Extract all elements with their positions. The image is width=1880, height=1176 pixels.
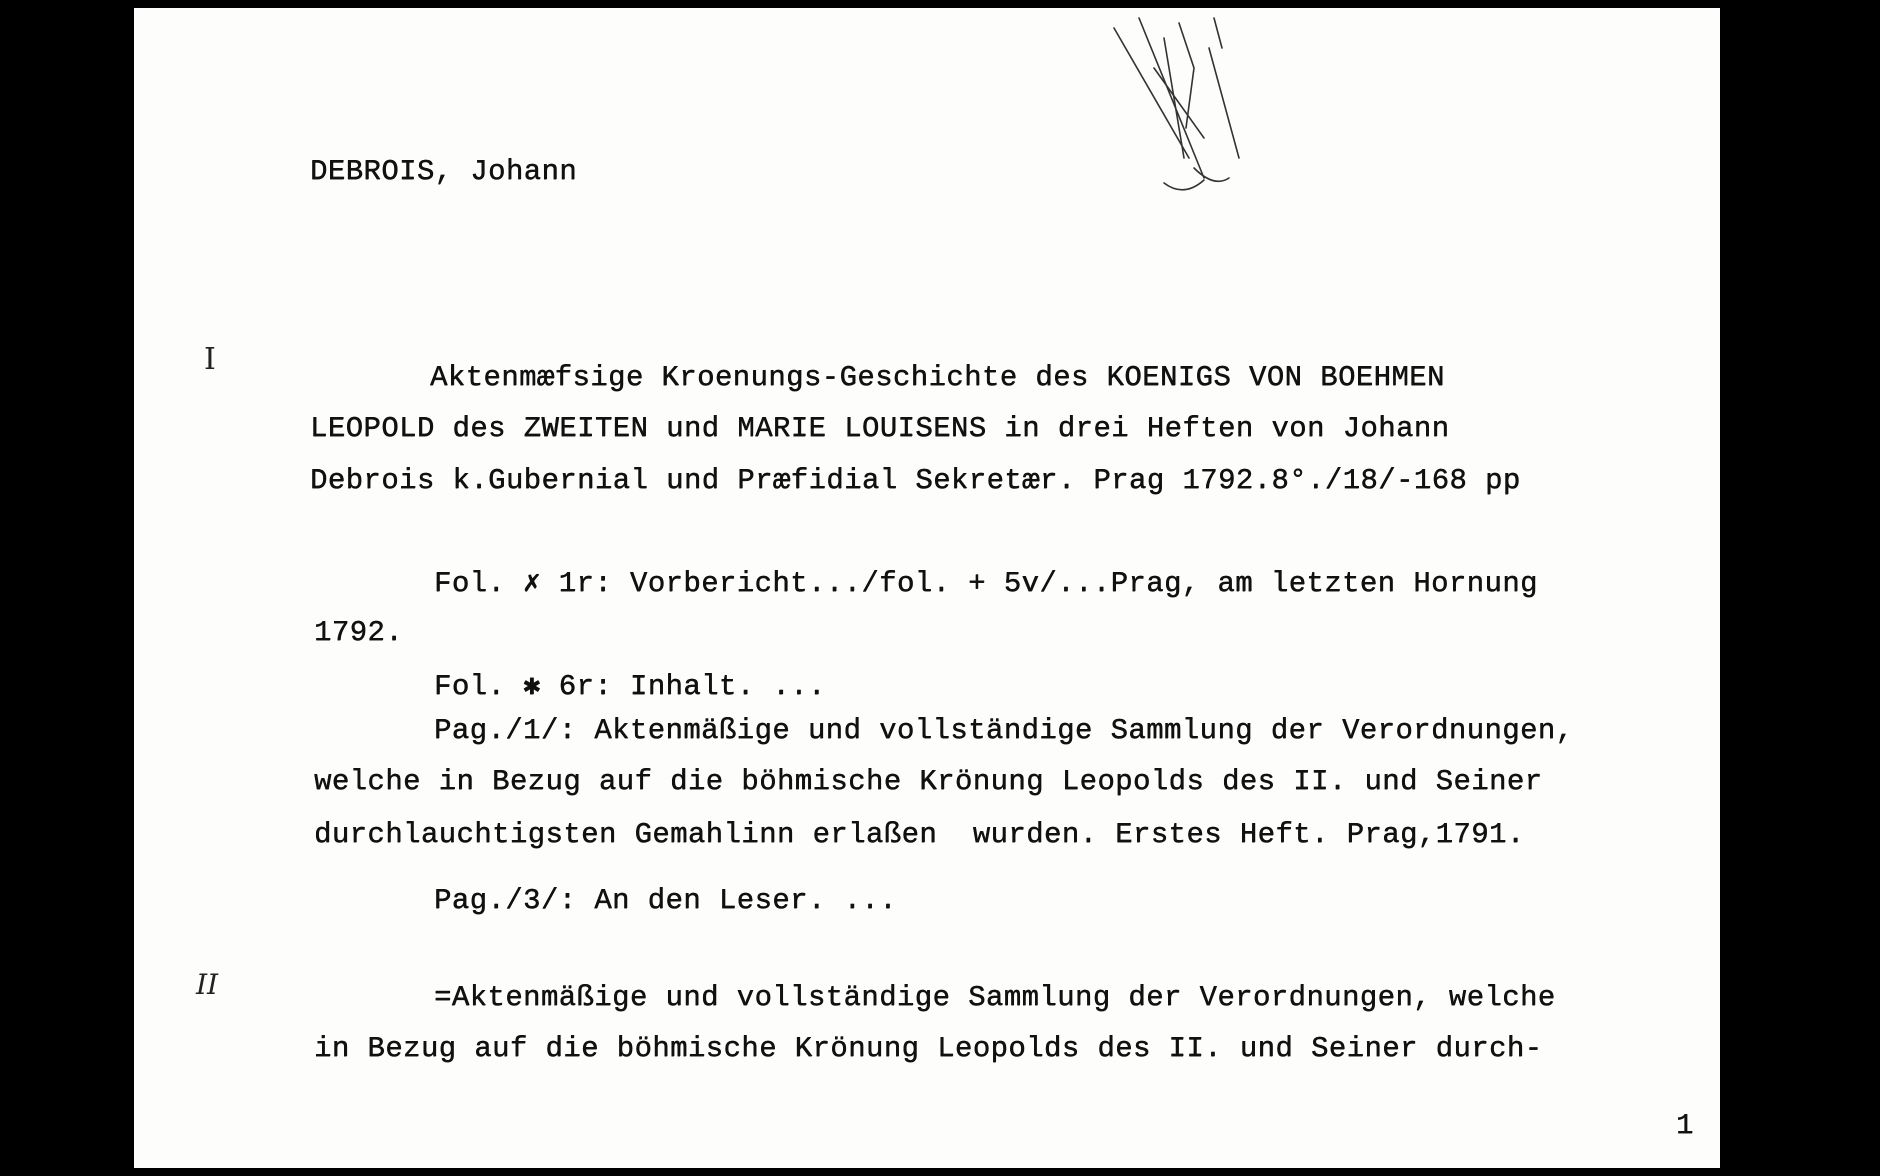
entry-line: Pag./1/: Aktenmäßige und vollständige Sammlung der Verordnungen,	[434, 714, 1574, 747]
index-card	[134, 8, 1720, 1168]
entry-line: =Aktenmäßige und vollständige Sammlung der Verordnungen, welche	[434, 981, 1556, 1014]
margin-mark-one: I	[204, 342, 216, 377]
entry-line: Aktenmæfsige Kroenungs-Geschichte des KOENIGS VON BOEHMEN	[430, 361, 1445, 394]
entry-line: Fol. ✗ 1r: Vorbericht.../fol. + 5v/...Prag, am letzten Hornung	[434, 567, 1538, 600]
entry-line: 1792.	[314, 616, 404, 649]
page-number: 1	[1676, 1109, 1694, 1142]
margin-mark-two: II	[196, 968, 219, 1001]
entry-line: in Bezug auf die böhmische Krönung Leopolds des II. und Seiner durch-	[314, 1032, 1543, 1065]
card-heading: DEBROIS, Johann	[310, 155, 578, 188]
entry-line: Debrois k.Gubernial und Præfidial Sekretær. Prag 1792.8°./18/-168 pp	[310, 464, 1521, 497]
entry-line: LEOPOLD des ZWEITEN und MARIE LOUISENS in drei Heften von Johann	[310, 412, 1450, 445]
entry-line: welche in Bezug auf die böhmische Krönung Leopolds des II. und Seiner	[314, 765, 1543, 798]
pencil-scribble	[1094, 8, 1274, 208]
entry-line: Fol. ✱ 6r: Inhalt. ...	[434, 670, 826, 703]
entry-line: Pag./3/: An den Leser. ...	[434, 884, 897, 917]
entry-line: durchlauchtigsten Gemahlinn erlaßen wurden. Erstes Heft. Prag,1791.	[314, 818, 1525, 851]
